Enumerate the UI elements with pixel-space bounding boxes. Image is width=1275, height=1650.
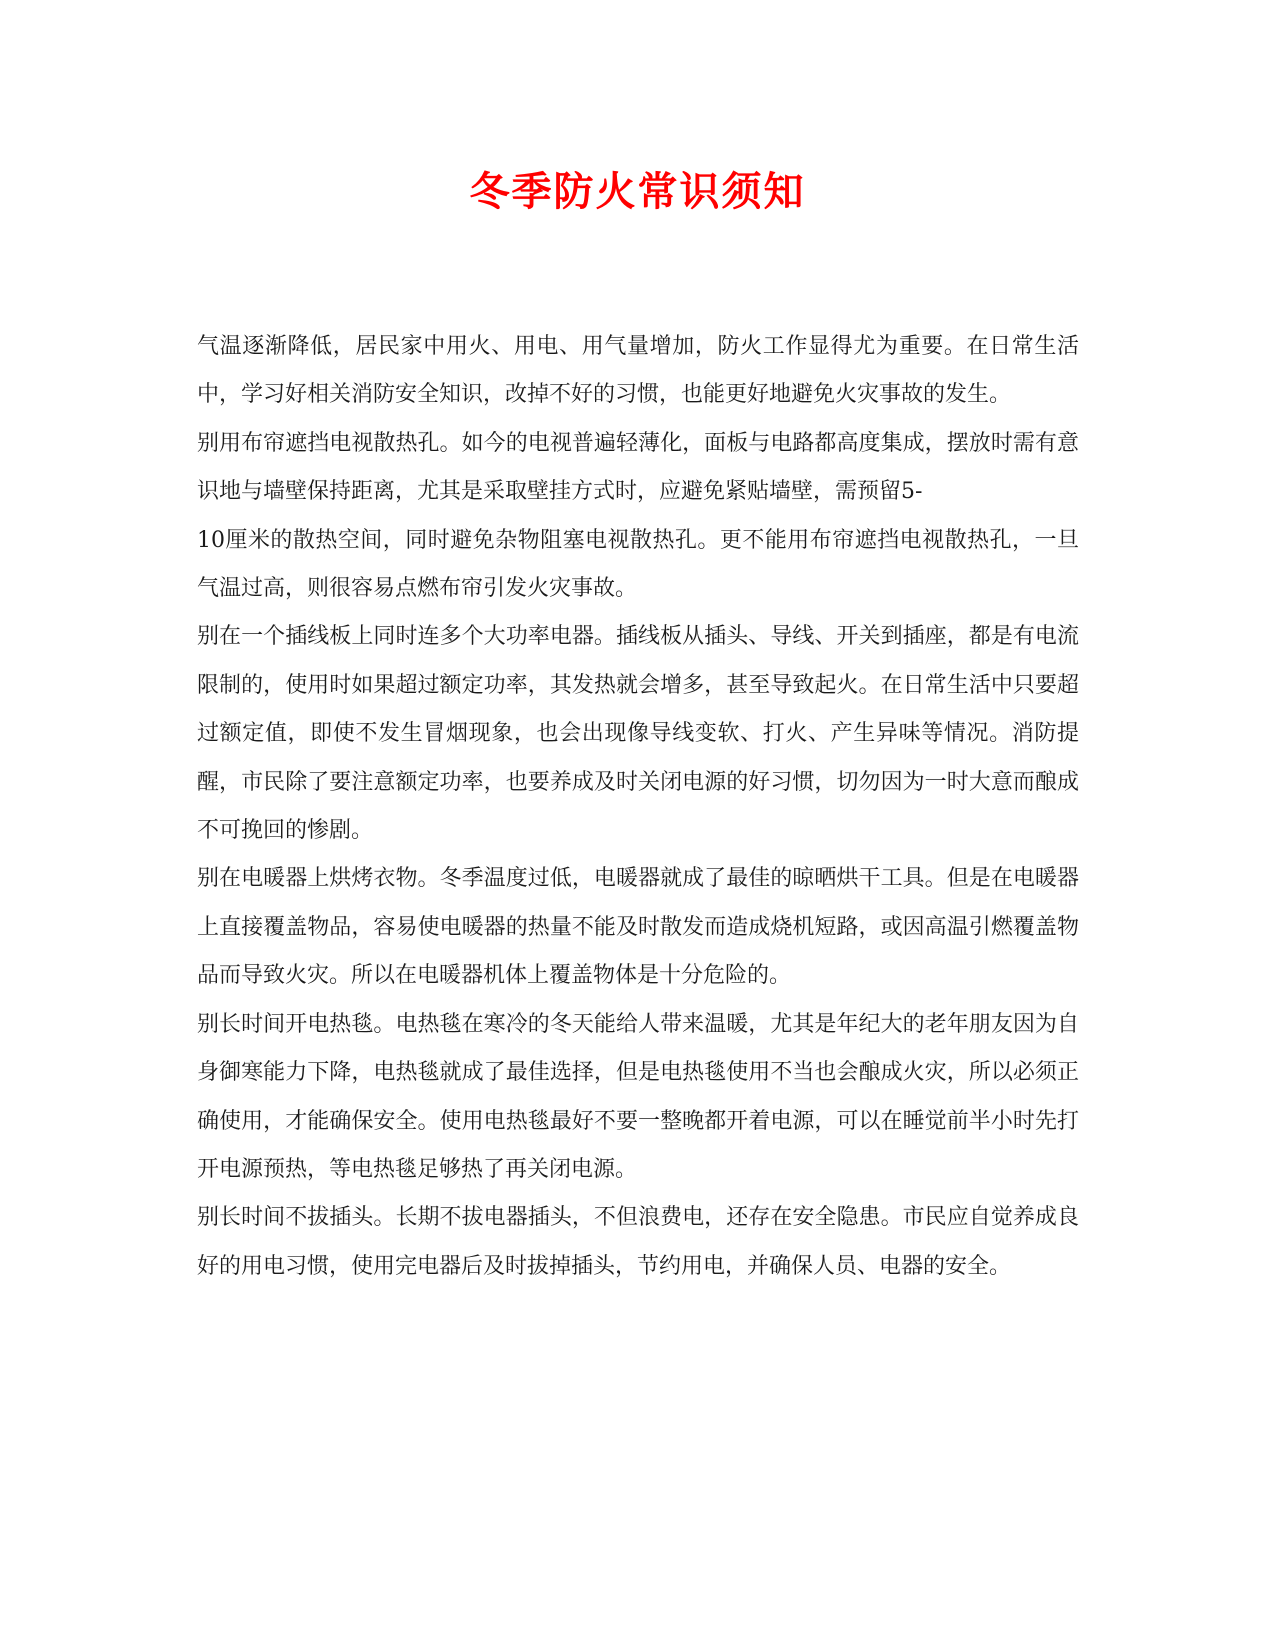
paragraph-unplug: 别长时间不拔插头。长期不拔电器插头，不但浪费电，还存在安全隐患。市民应自觉养成良好的用电习惯，使用完电器后及时拔掉插头，节约用电，并确保人员、电器的安全。	[197, 1205, 1079, 1279]
paragraph-intro: 气温逐渐降低，居民家中用火、用电、用气量增加，防火工作显得尤为重要。在日常生活中，学习好相关消防安全知识，改掉不好的习惯，也能更好地避免火灾事故的发生。	[197, 334, 1079, 408]
document-body	[197, 323, 1079, 1291]
paragraph-power-strip: 别在一个插线板上同时连多个大功率电器。插线板从插头、导线、开关到插座，都是有电流限制的，使用时如果超过额定功率，其发热就会增多，甚至导致起火。在日常生活中只要超过额定值，即使不发生冒烟现象，也会出现像导线变软、打火、产生异味等情况。消防提醒，市民除了要注意额定功率，也要养成及时关闭电源的好习惯，切勿因为一时大意而酿成不可挽回的惨剧。	[197, 624, 1079, 844]
document-title: 冬季防火常识须知	[469, 168, 806, 215]
paragraph-tv-vents-continued: 10厘米的散热空间，同时避免杂物阻塞电视散热孔。更不能用布帘遮挡电视散热孔，一旦气温过高，则很容易点燃布帘引发火灾事故。	[197, 527, 1079, 602]
paragraph-electric-blanket: 别长时间开电热毯。电热毯在寒冷的冬天能给人带来温暖，尤其是年纪大的老年朋友因为自身御寒能力下降，电热毯就成了最佳选择，但是电热毯使用不当也会酿成火灾，所以必须正确使用，才能确保安全。使用电热毯最好不要一整晚都开着电源，可以在睡觉前半小时先打开电源预热，等电热毯足够热了再关闭电源。	[197, 1011, 1079, 1182]
paragraph-heater: 别在电暖器上烘烤衣物。冬季温度过低，电暖器就成了最佳的晾晒烘干工具。但是在电暖器上直接覆盖物品，容易使电暖器的热量不能及时散发而造成烧机短路，或因高温引燃覆盖物品而导致火灾。所以在电暖器机体上覆盖物体是十分危险的。	[197, 866, 1079, 989]
paragraph-tv-vents: 别用布帘遮挡电视散热孔。如今的电视普遍轻薄化，面板与电路都高度集成，摆放时需有意识地与墙壁保持距离，尤其是采取壁挂方式时，应避免紧贴墙壁，需预留5-	[197, 430, 1079, 505]
